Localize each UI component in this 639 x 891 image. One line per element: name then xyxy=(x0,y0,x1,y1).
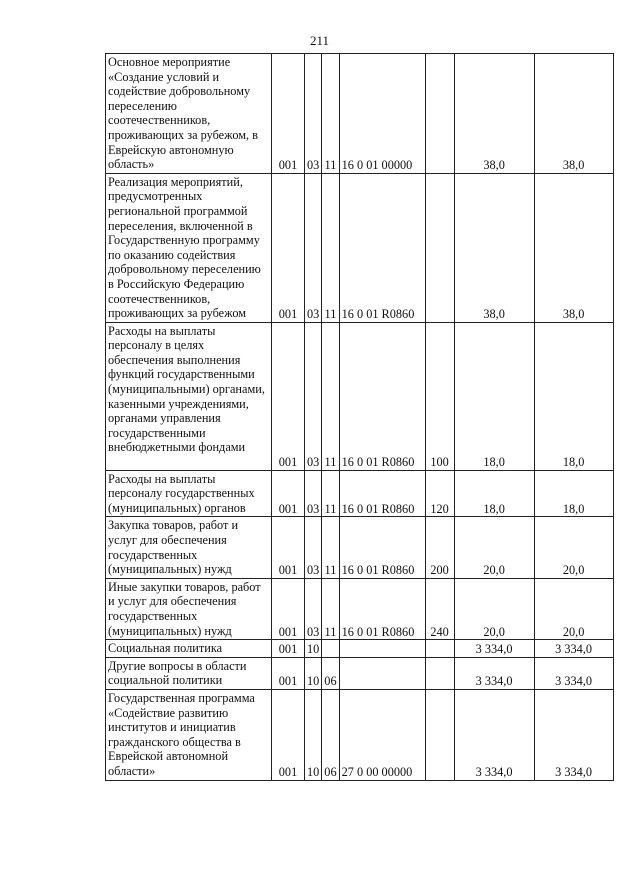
row-amount-2: 20,0 xyxy=(534,517,613,578)
row-amount-2: 3 334,0 xyxy=(534,690,613,781)
row-expense xyxy=(425,173,454,322)
table-row xyxy=(106,690,614,781)
row-name: Основное мероприятие «Создание условий и содействие добровольному переселению соотечественников, проживающих за рубежом, в Еврейскую автономную область» xyxy=(106,54,272,174)
row-expense: 240 xyxy=(425,578,454,639)
row-subsection: 11 xyxy=(322,322,339,470)
row-section: 03 xyxy=(305,322,322,470)
row-name: Иные закупки товаров, работ и услуг для обеспечения государственных (муниципальных) нужд xyxy=(106,578,272,639)
row-name: Расходы на выплаты персоналу государственных (муниципальных) органов xyxy=(106,470,272,517)
row-name: Социальная политика xyxy=(106,640,272,658)
row-name: Реализация мероприятий, предусмотренных региональной программой переселения, включенной в Государственную программу по оказанию содействия добровольному переселению в Российскую Федерацию соотечественников, проживающих за рубежом xyxy=(106,173,272,322)
row-subsection: 11 xyxy=(322,470,339,517)
table-row xyxy=(106,322,614,470)
row-name: Закупка товаров, работ и услуг для обеспечения государственных (муниципальных) нужд xyxy=(106,517,272,578)
row-name: Другие вопросы в области социальной политики xyxy=(106,657,272,689)
row-code: 001 xyxy=(272,54,305,174)
row-target: 16 0 01 R0860 xyxy=(339,173,425,322)
row-amount-2: 18,0 xyxy=(534,470,613,517)
row-amount-2: 38,0 xyxy=(534,173,613,322)
row-name: Государственная программа «Содействие развитию институтов и инициатив гражданского общества в Еврейской автономной области» xyxy=(106,690,272,781)
row-code: 001 xyxy=(272,173,305,322)
row-target: 16 0 01 R0860 xyxy=(339,578,425,639)
row-subsection: 06 xyxy=(322,657,339,689)
row-code: 001 xyxy=(272,690,305,781)
row-name: Расходы на выплаты персоналу в целях обеспечения выполнения функций государственными (муниципальными) органами, казенными учреждениями, органами управления государственными внебюджетными фондами xyxy=(106,322,272,470)
row-target xyxy=(339,657,425,689)
budget-table xyxy=(105,53,614,781)
row-section: 10 xyxy=(305,657,322,689)
row-amount-1: 38,0 xyxy=(454,54,534,174)
row-section: 03 xyxy=(305,470,322,517)
row-amount-2: 20,0 xyxy=(534,578,613,639)
row-expense: 200 xyxy=(425,517,454,578)
row-target: 16 0 01 R0860 xyxy=(339,517,425,578)
row-amount-2: 38,0 xyxy=(534,54,613,174)
row-amount-2: 3 334,0 xyxy=(534,640,613,658)
row-amount-1: 18,0 xyxy=(454,322,534,470)
row-amount-1: 20,0 xyxy=(454,578,534,639)
row-amount-1: 3 334,0 xyxy=(454,640,534,658)
row-target xyxy=(339,640,425,658)
row-code: 001 xyxy=(272,322,305,470)
row-target: 27 0 00 00000 xyxy=(339,690,425,781)
page-number: 211 xyxy=(309,33,330,48)
row-section: 10 xyxy=(305,640,322,658)
row-subsection: 06 xyxy=(322,690,339,781)
table-row xyxy=(106,578,614,639)
row-expense xyxy=(425,690,454,781)
row-subsection: 11 xyxy=(322,517,339,578)
row-amount-1: 20,0 xyxy=(454,517,534,578)
row-subsection: 11 xyxy=(322,54,339,174)
row-code: 001 xyxy=(272,517,305,578)
table-row xyxy=(106,173,614,322)
row-target: 16 0 01 00000 xyxy=(339,54,425,174)
row-section: 03 xyxy=(305,54,322,174)
row-subsection: 11 xyxy=(322,173,339,322)
row-target: 16 0 01 R0860 xyxy=(339,322,425,470)
row-expense xyxy=(425,640,454,658)
row-amount-1: 3 334,0 xyxy=(454,657,534,689)
row-code: 001 xyxy=(272,657,305,689)
row-subsection xyxy=(322,640,339,658)
row-expense xyxy=(425,657,454,689)
row-subsection: 11 xyxy=(322,578,339,639)
table-row xyxy=(106,640,614,658)
row-expense xyxy=(425,54,454,174)
row-amount-1: 18,0 xyxy=(454,470,534,517)
row-code: 001 xyxy=(272,578,305,639)
table-row xyxy=(106,54,614,174)
row-section: 03 xyxy=(305,517,322,578)
table-row xyxy=(106,470,614,517)
table-row xyxy=(106,517,614,578)
row-amount-1: 3 334,0 xyxy=(454,690,534,781)
row-code: 001 xyxy=(272,470,305,517)
row-amount-2: 3 334,0 xyxy=(534,657,613,689)
row-expense: 120 xyxy=(425,470,454,517)
row-target: 16 0 01 R0860 xyxy=(339,470,425,517)
row-amount-1: 38,0 xyxy=(454,173,534,322)
row-section: 03 xyxy=(305,578,322,639)
row-section: 03 xyxy=(305,173,322,322)
row-section: 10 xyxy=(305,690,322,781)
table-row xyxy=(106,657,614,689)
row-code: 001 xyxy=(272,640,305,658)
row-amount-2: 18,0 xyxy=(534,322,613,470)
row-expense: 100 xyxy=(425,322,454,470)
